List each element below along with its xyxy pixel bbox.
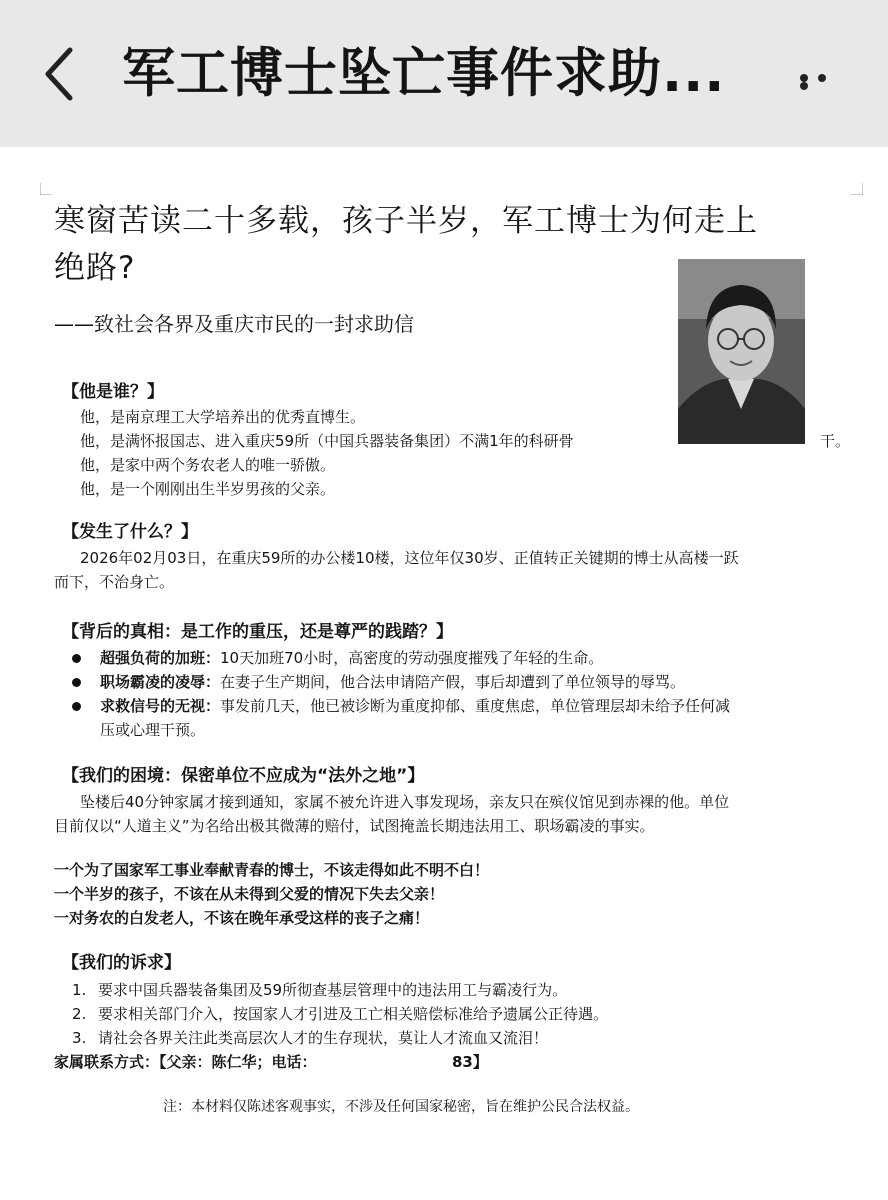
letter-subtitle: ——致社会各界及重庆市民的一封求助信 (54, 312, 414, 336)
person-portrait-icon (678, 259, 805, 444)
appeal-line: 一个为了国家军工事业奉献青春的博士，不该走得如此不明不白！ (54, 861, 490, 879)
family-contact-tail: 83】 (452, 1053, 488, 1071)
who-line: 他，是家中两个务农老人的唯一骄傲。 (80, 456, 336, 474)
appeal-line: 一对务农的白发老人，不该在晚年承受这样的丧子之痛！ (54, 909, 430, 927)
demand-text: 请社会各界关注此类高层次人才的生存现状，莫让人才流血又流泪！ (98, 1029, 549, 1047)
who-line: 他，是一个刚刚出生半岁男孩的父亲。 (80, 480, 336, 498)
bullet-item (72, 646, 862, 670)
section-heading-demands: 【我们的诉求】 (62, 953, 181, 973)
bullet-label: 求救信号的无视： (100, 697, 221, 715)
plight-paragraph-line: 坠楼后40分钟家属才接到通知，家属不被允许进入事发现场，亲友只在殡仪馆见到赤裸的他。单位 (80, 793, 730, 811)
page-corner-mark (851, 183, 863, 195)
section-heading-plight: 【我们的困境：保密单位不应成为“法外之地”】 (62, 766, 425, 786)
plight-paragraph-line: 目前仅以“人道主义”为名给出极其微薄的赔付，试图掩盖长期违法用工、职场霸凌的事实。 (54, 817, 655, 835)
page-corner-mark (40, 183, 52, 195)
who-line: 他，是满怀报国志、进入重庆59所（中国兵器装备集团）不满1年的科研骨 (80, 432, 574, 450)
who-line-tail: 干。 (820, 432, 851, 450)
bullet-icon (72, 678, 81, 687)
demand-item (72, 1026, 548, 1050)
bullet-label: 超强负荷的加班： (100, 649, 221, 667)
bullet-item (72, 670, 862, 694)
family-contact-label: 家属联系方式：【父亲：陈仁华；电话： (54, 1053, 317, 1071)
what-paragraph-line: 而下，不治身亡。 (54, 573, 175, 591)
demand-number: 1. (72, 981, 87, 999)
section-heading-what: 【发生了什么？】 (62, 522, 198, 542)
bullet-label: 职场霸凌的凌辱： (100, 673, 221, 691)
app-header (0, 0, 888, 147)
page-title: 军工博士坠亡事件求助... (122, 43, 726, 104)
demand-item (72, 978, 567, 1002)
footer-note: 注：本材料仅陈述客观事实，不涉及任何国家秘密，旨在维护公民合法权益。 (163, 1099, 639, 1115)
demand-number: 3. (72, 1029, 87, 1047)
who-line: 他，是南京理工大学培养出的优秀直博生。 (80, 408, 366, 426)
letter-title-line-2: 绝路? (54, 250, 136, 286)
letter-title-line-1: 寒窗苦读二十多载，孩子半岁，军工博士为何走上 (54, 203, 758, 239)
appeal-line: 一个半岁的孩子，不该在从未得到父爱的情况下失去父亲！ (54, 885, 445, 903)
demand-number: 2. (72, 1005, 87, 1023)
demand-text: 要求中国兵器装备集团及59所彻查基层管理中的违法用工与霸凌行为。 (98, 981, 568, 999)
bullet-continuation: 压或心理干预。 (100, 721, 206, 739)
more-options-icon[interactable] (800, 74, 852, 84)
portrait-photo (678, 259, 805, 444)
section-heading-truth: 【背后的真相：是工作的重压，还是尊严的践踏？】 (62, 622, 453, 642)
bullet-text: 在妻子生产期间，他合法申请陪产假，事后却遭到了单位领导的辱骂。 (220, 673, 686, 691)
bullet-icon (72, 702, 81, 711)
section-heading-who: 【他是谁？】 (62, 382, 164, 402)
demand-item (72, 1002, 608, 1026)
bullet-text: 10天加班70小时，高密度的劳动强度摧残了年轻的生命。 (220, 649, 604, 667)
bullet-text: 事发前几天，他已被诊断为重度抑郁、重度焦虑，单位管理层却未给予任何减 (220, 697, 731, 715)
back-arrow-icon[interactable] (40, 40, 90, 108)
bullet-icon (72, 654, 81, 663)
what-paragraph-line: 2026年02月03日，在重庆59所的办公楼10楼，这位年仅30岁、正值转正关键期的博士从高楼一跃 (80, 549, 739, 567)
demand-text: 要求相关部门介入，按国家人才引进及工亡相关赔偿标准给予遗属公正待遇。 (98, 1005, 609, 1023)
bullet-item (72, 694, 862, 718)
